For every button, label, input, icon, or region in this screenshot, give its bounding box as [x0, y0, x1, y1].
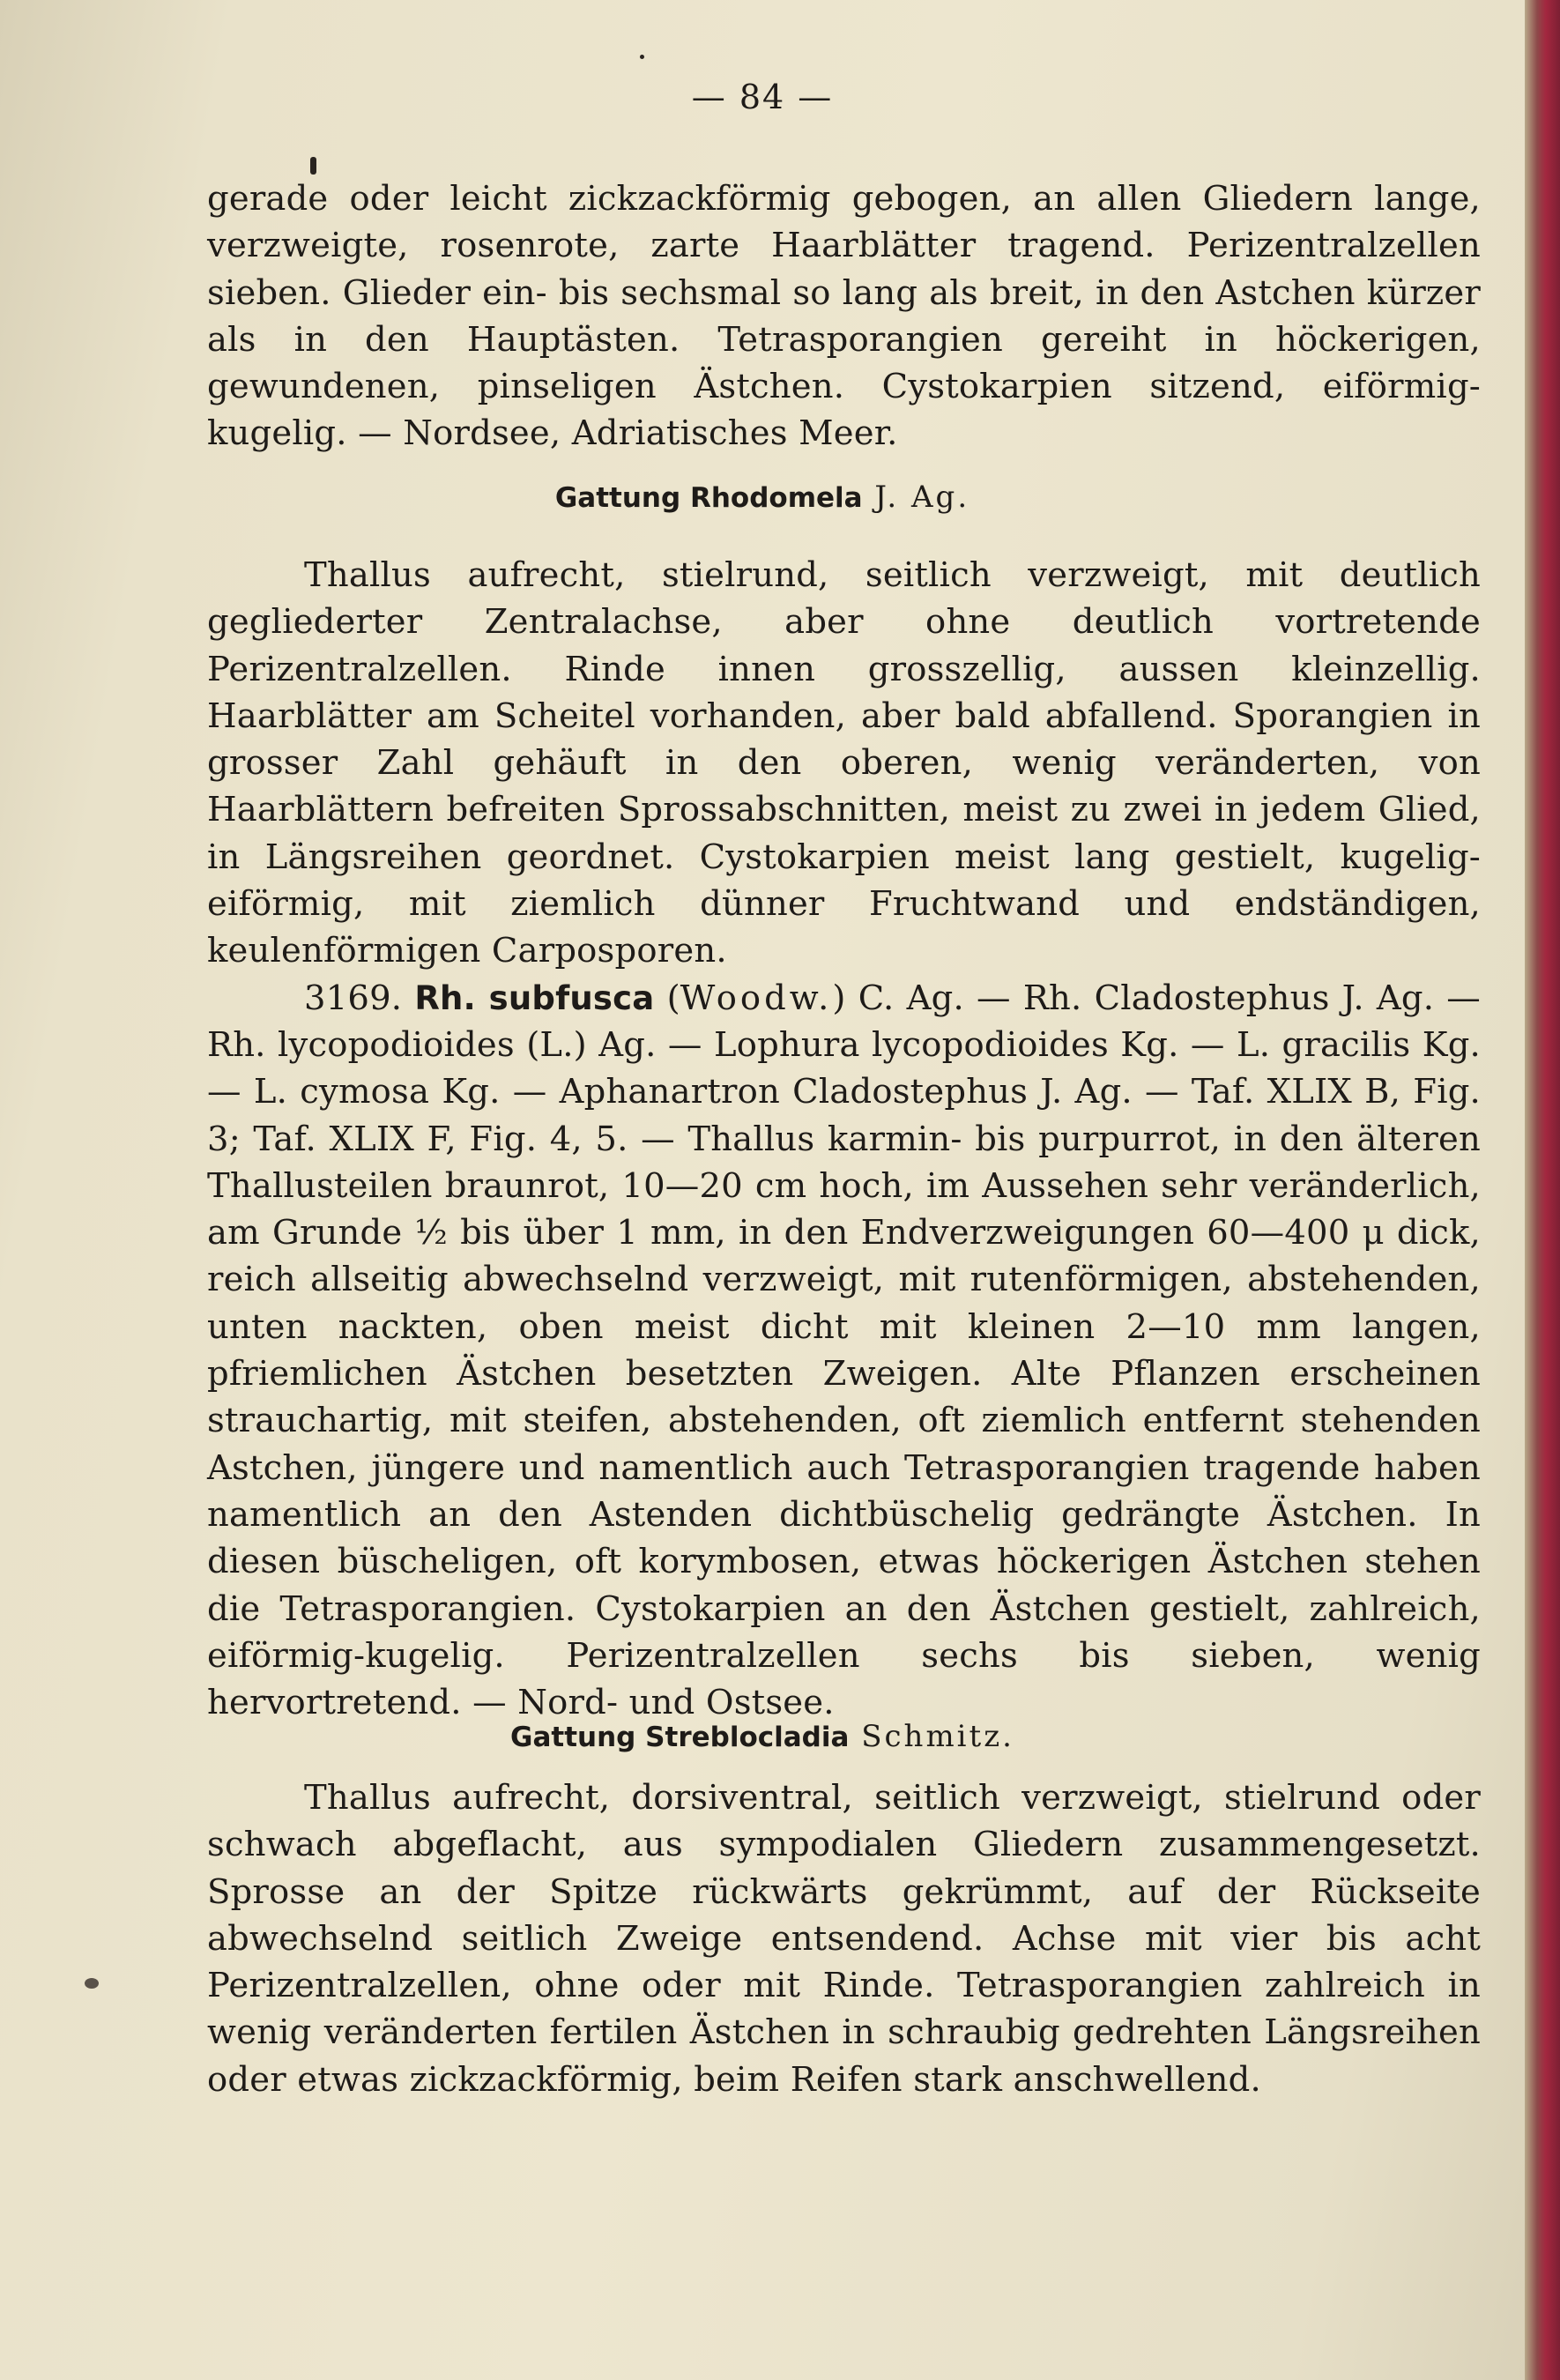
species-name: Rh. subfusca — [414, 978, 655, 1017]
page-edge-binding — [1525, 0, 1560, 2380]
species-description: — Rh. Cladostephus J. Ag. — Rh. lycopodioides (L.) Ag. — Lophura lycopodioides Kg. — L. gracilis Kg. — L. cymosa Kg. — Aphanartron Cladostephus J. Ag. — Taf. XLIX B, Fig. 3; Taf. XLIX F, Fig. 4, 5. — Thallus karmin- bis purpurrot, in den älteren Thallusteilen braunrot, 10—20 cm hoch, im Aussehen sehr veränderlich, am Grunde ½ bis über 1 mm, in den Endverzweigungen 60—400 μ dick, reich allseitig abwechselnd verzweigt, mit rutenförmigen, abstehenden, unten nackten, oben meist dicht mit kleinen 2—10 mm langen, pfriemlichen Ästchen besetzten Zweigen. Alte Pflanzen erscheinen strauchartig, mit steifen, abstehenden, oft ziemlich entfernt stehenden Astchen, jüngere und namentlich auch Tetrasporangien tragende haben namentlich an den Astenden dichtbüschelig gedrängte Ästchen. In diesen büscheligen, oft korymbosen, etwas höckerigen Ästchen stehen die Tetrasporangien. Cystokarpien an den Ästchen gestielt, zahlreich, eiförmig-kugelig. Perizentralzellen sechs bis sieben, wenig hervortretend. — Nord- und Ostsee. — [207, 978, 1482, 1723]
species-author: Woodw. — [680, 978, 833, 1018]
intro-paragraph: gerade oder leicht zickzackförmig gebogen, an allen Gliedern lange, verzweigte, rosenrote, zarte Haarblätter tragend. Perizentralzellen sieben. Glieder ein- bis sechsmal so lang als breit, in den Astchen kürzer als in den Hauptästen. Tetrasporangien gereiht in höckerigen, gewundenen, pinseligen Ästchen. Cystokarpien sitzend, eiförmig-kugelig. — Nordsee, Adriatisches Meer. — [207, 179, 1481, 454]
intro-paragraph-block — [207, 175, 1481, 457]
species-author-open: ( — [654, 978, 680, 1018]
heading-prefix: Gattung — [510, 1722, 646, 1753]
rhodomela-text-block — [207, 552, 1481, 1726]
heading-prefix: Gattung — [554, 482, 690, 514]
species-entry — [207, 975, 1481, 1727]
genus-author: J. Ag. — [862, 480, 970, 515]
genus-description: Thallus aufrecht, dorsiventral, seitlich verzweigt, stielrund oder schwach abgeflacht, aus sympodialen Gliedern zusammengesetzt. Sprosse an der Spitze rückwärts gekrümmt, auf der Rückseite abwechselnd seitlich Zweige entsendend. Achse mit vier bis acht Perizentralzellen, ohne oder mit Rinde. Tetrasporangien zahlreich in wenig veränderten fertilen Ästchen in schraubig gedrehten Längsreihen oder etwas zickzackförmig, beim Reifen stark anschwellend. — [207, 1778, 1481, 2100]
genus-description: Thallus aufrecht, stielrund, seitlich verzweigt, mit deutlich gegliederter Zentralachse, aber ohne deutlich vortretende Perizentralzellen. Rinde innen grosszellig, aussen kleinzellig. Haarblätter am Scheitel vorhanden, aber bald abfallend. Sporangien in grosser Zahl gehäuft in den oberen, wenig veränderten, von Haarblättern befreiten Sprossabschnitten, meist zu zwei in jedem Glied, in Längsreihen geordnet. Cystokarpien meist lang gestielt, kugelig-eiförmig, mit ziemlich dünner Fruchtwand und endständigen, keulenförmigen Carposporen. — [207, 555, 1481, 971]
ink-speck — [310, 157, 316, 175]
genus-author: Schmitz. — [849, 1719, 1014, 1754]
genus-name: Rhodomela — [689, 482, 863, 514]
page-number: — 84 — — [691, 78, 834, 116]
species-number: 3169. — [304, 978, 415, 1018]
streblocladia-text-block — [207, 1774, 1481, 2103]
species-author-close: ) C. Ag. — [832, 978, 964, 1018]
genus-name: Streblocladia — [645, 1722, 850, 1753]
ink-speck — [85, 1978, 99, 1989]
genus-heading-rhodomela — [0, 480, 1525, 515]
ink-speck — [640, 55, 644, 59]
genus-heading-streblocladia — [0, 1719, 1525, 1754]
